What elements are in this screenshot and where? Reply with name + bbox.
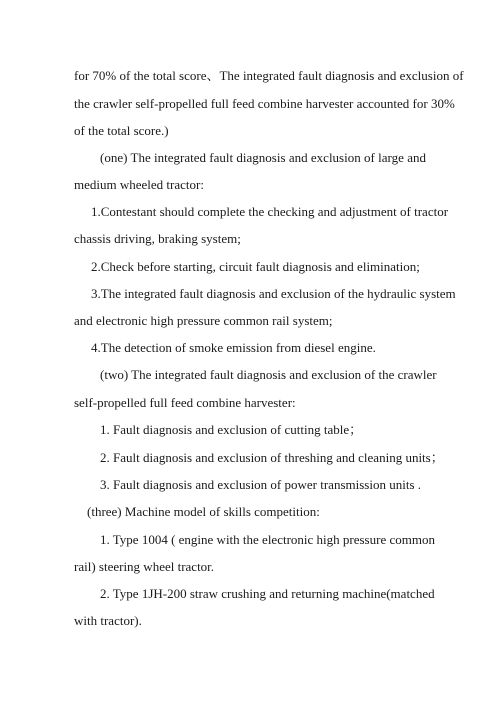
text-line: of the total score.) (74, 123, 169, 138)
list-item: 3. Fault diagnosis and exclusion of power transmission units . (100, 477, 422, 492)
list-item: 1. Type 1004 ( engine with the electronic high pressure common (100, 532, 435, 547)
list-item: 2.Check before starting, circuit fault diagnosis and elimination; (91, 259, 420, 274)
text-line: for 70% of the total score、The integrated fault diagnosis and exclusion of (74, 68, 464, 83)
text-line: chassis driving, braking system; (74, 231, 241, 246)
list-item: 1.Contestant should complete the checking and adjustment of tractor (91, 204, 449, 219)
text-line: with tractor). (74, 613, 142, 628)
list-item: 2. Fault diagnosis and exclusion of threshing and cleaning units； (100, 450, 444, 465)
text-line: and electronic high pressure common rail system; (74, 313, 333, 328)
list-item: 4.The detection of smoke emission from diesel engine. (91, 340, 376, 355)
list-item: 3.The integrated fault diagnosis and exclusion of the hydraulic system (91, 286, 456, 301)
text-line: rail) steering wheel tractor. (74, 559, 215, 574)
section-heading-three: (three) Machine model of skills competition: (87, 504, 320, 519)
text-line: medium wheeled tractor: (74, 177, 204, 192)
text-line: self-propelled full feed combine harvester: (74, 395, 296, 410)
text-line: the crawler self-propelled full feed combine harvester accounted for 30% (74, 96, 455, 111)
list-item: 2. Type 1JH-200 straw crushing and returning machine(matched (100, 586, 435, 601)
section-heading-one: (one) The integrated fault diagnosis and exclusion of large and (100, 150, 426, 165)
section-heading-two: (two) The integrated fault diagnosis and exclusion of the crawler (100, 367, 437, 382)
list-item: 1. Fault diagnosis and exclusion of cutting table； (100, 422, 363, 437)
